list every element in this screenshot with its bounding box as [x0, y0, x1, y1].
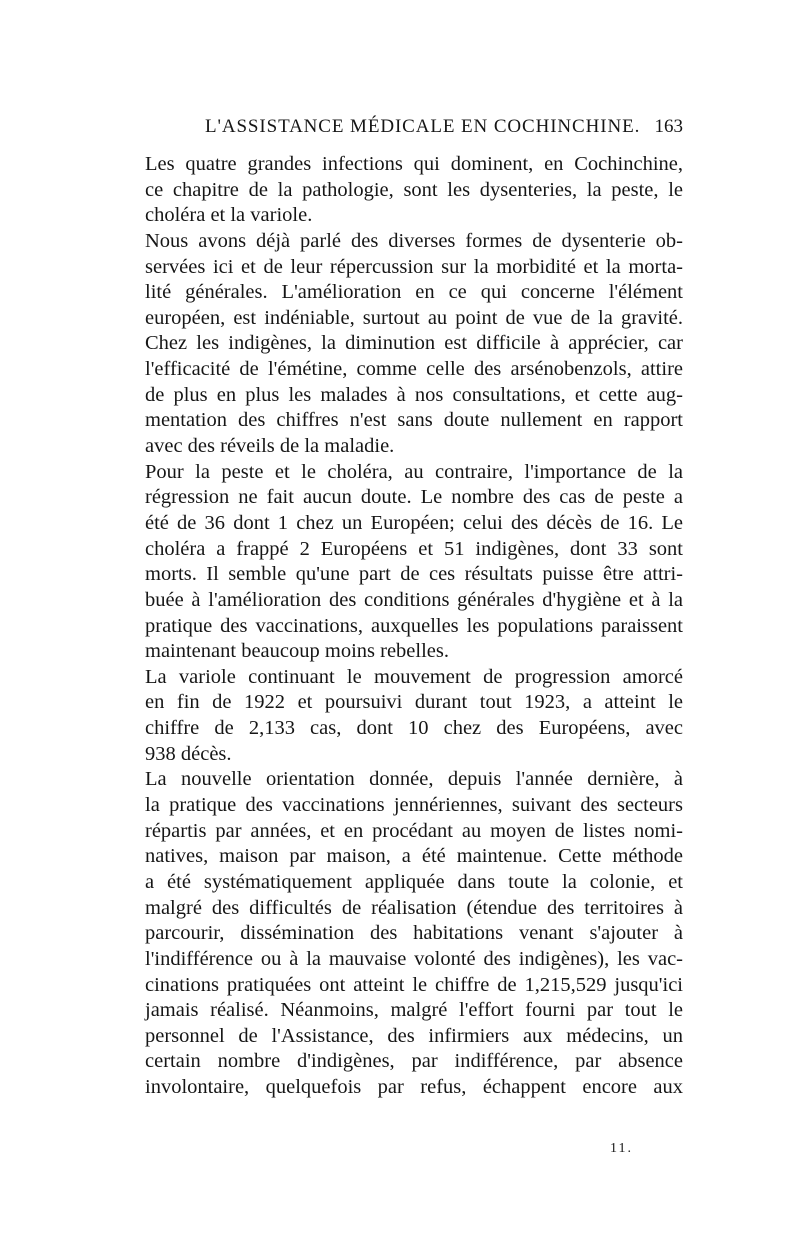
- text-line: répartis par années, et en procédant au moyen de listes nomi-: [145, 819, 683, 842]
- text-line: maintenant beaucoup moins rebelles.: [145, 640, 449, 663]
- text-line: choléra et la variole.: [145, 204, 313, 227]
- text-line: ce chapitre de la pathologie, sont les dysenteries, la peste, le: [145, 178, 683, 201]
- text-line: européen, est indéniable, surtout au point de vue de la gravité.: [145, 306, 683, 329]
- running-head: [145, 116, 683, 146]
- text-line: lité générales. L'amélioration en ce qui concerne l'élément: [145, 281, 683, 304]
- text-line: Pour la peste et le choléra, au contraire, l'importance de la: [145, 460, 683, 483]
- page-number: 163: [654, 116, 683, 137]
- body-text: [145, 152, 683, 1101]
- running-title: L'ASSISTANCE MÉDICALE EN COCHINCHINE.: [205, 116, 641, 137]
- text-line: en fin de 1922 et poursuivi durant tout 1923, a atteint le: [145, 691, 683, 714]
- text-line: parcourir, dissémination des habitations venant s'ajouter à: [145, 922, 683, 945]
- text-line: de plus en plus les malades à nos consultations, et cette aug-: [145, 383, 683, 406]
- text-line: morts. Il semble qu'une part de ces résultats puisse être attri-: [145, 563, 683, 586]
- text-line: servées ici et de leur répercussion sur la morbidité et la morta-: [145, 255, 683, 278]
- text-line: cinations pratiquées ont atteint le chiffre de 1,215,529 jusqu'ici: [145, 973, 683, 996]
- text-line: choléra a frappé 2 Européens et 51 indigènes, dont 33 sont: [145, 537, 683, 560]
- text-line: La nouvelle orientation donnée, depuis l'année dernière, à: [145, 768, 683, 791]
- text-line: personnel de l'Assistance, des infirmiers aux médecins, un: [145, 1024, 683, 1047]
- text-line: malgré des difficultés de réalisation (étendue des territoires à: [145, 896, 683, 919]
- text-line: été de 36 dont 1 chez un Européen; celui des décès de 16. Le: [145, 511, 683, 534]
- text-line: régression ne fait aucun doute. Le nombre des cas de peste a: [145, 486, 683, 509]
- text-line: la pratique des vaccinations jennériennes, suivant des secteurs: [145, 794, 683, 817]
- text-line: mentation des chiffres n'est sans doute nullement en rapport: [145, 409, 683, 432]
- text-line: pratique des vaccinations, auxquelles les populations paraissent: [145, 614, 683, 637]
- text-line: certain nombre d'indigènes, par indifférence, par absence: [145, 1050, 683, 1073]
- text-line: a été systématiquement appliquée dans toute la colonie, et: [145, 870, 683, 893]
- text-line: Chez les indigènes, la diminution est difficile à apprécier, car: [145, 332, 683, 355]
- text-line: La variole continuant le mouvement de progression amorcé: [145, 665, 683, 688]
- text-line: Les quatre grandes infections qui dominent, en Cochinchine,: [145, 153, 683, 175]
- text-line: natives, maison par maison, a été maintenue. Cette méthode: [145, 845, 683, 868]
- text-line: l'indifférence ou à la mauvaise volonté des indigènes), les vac-: [145, 947, 683, 970]
- text-line: chiffre de 2,133 cas, dont 10 chez des Européens, avec: [145, 717, 683, 740]
- text-line: jamais réalisé. Néanmoins, malgré l'effort fourni par tout le: [145, 999, 683, 1022]
- text-line: buée à l'amélioration des conditions générales d'hygiène et à la: [145, 588, 683, 611]
- text-line: 938 décès.: [145, 742, 232, 765]
- signature-mark: 11.: [610, 1141, 633, 1156]
- text-line: avec des réveils de la maladie.: [145, 435, 395, 458]
- text-line: involontaire, quelquefois par refus, échappent encore aux: [145, 1076, 683, 1099]
- text-line: l'efficacité de l'émétine, comme celle des arsénobenzols, attire: [145, 358, 683, 381]
- text-line: Nous avons déjà parlé des diverses formes de dysenterie ob-: [145, 229, 683, 252]
